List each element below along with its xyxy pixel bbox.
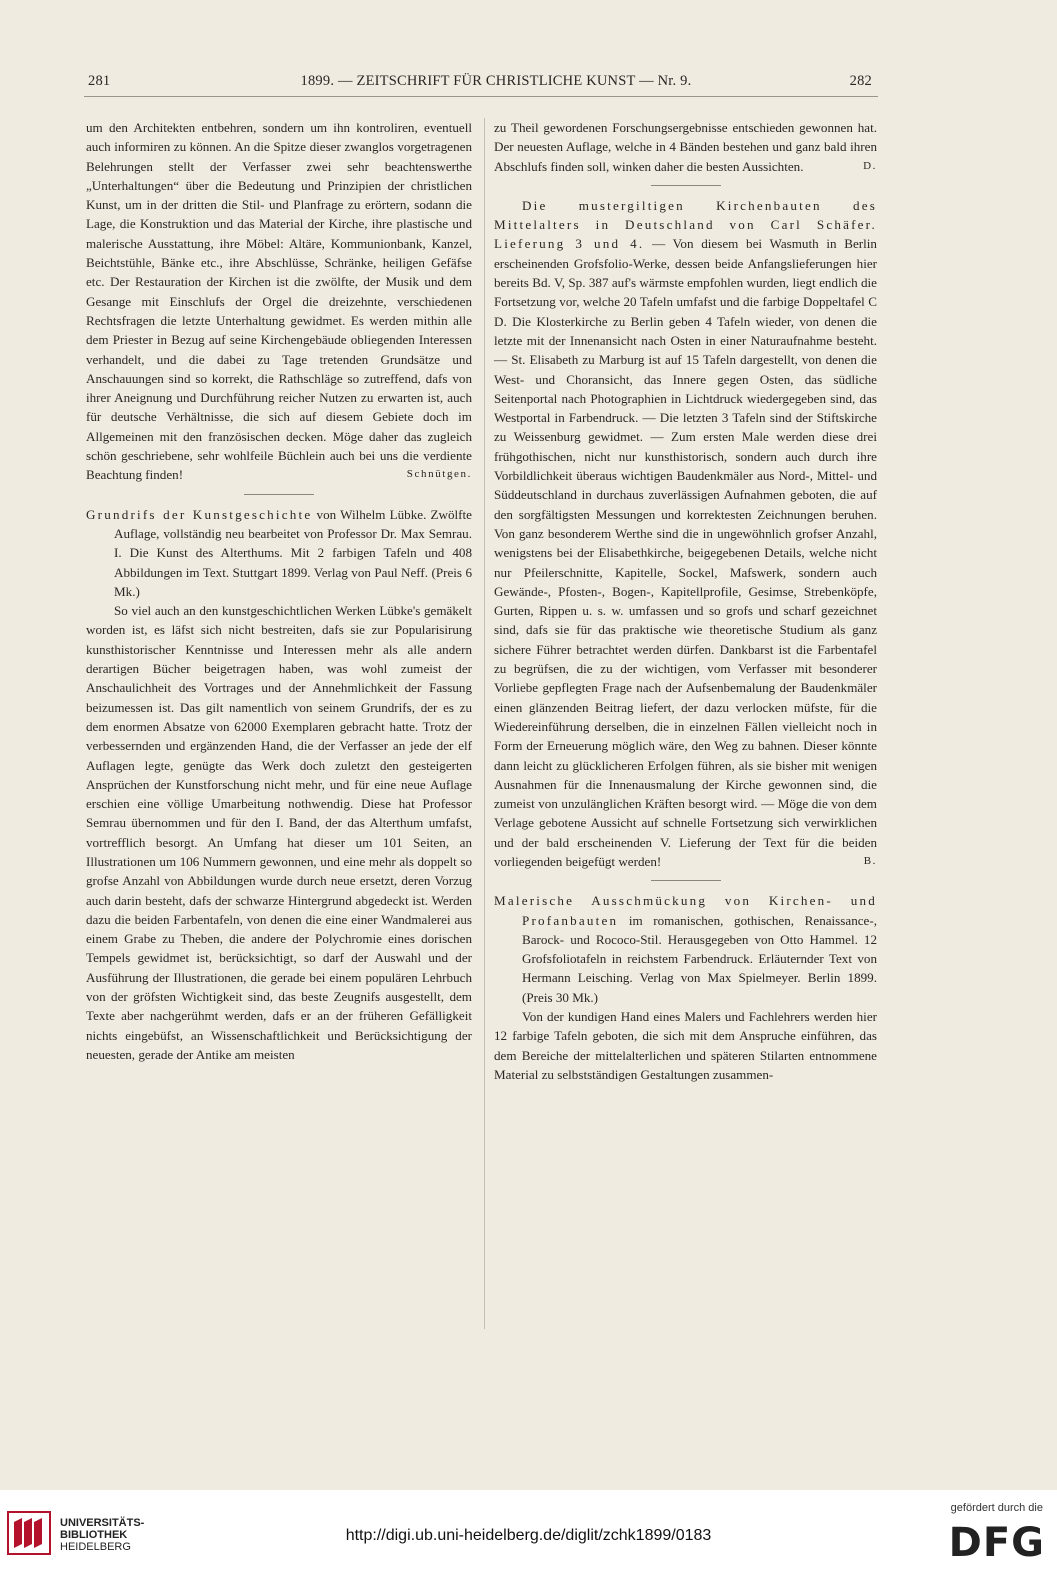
- book-citation: [86, 505, 472, 601]
- paragraph-text: zu Theil gewordenen Forschungsergebnisse entschieden gewonnen hat. Der neuesten Auflage, welche in 4 Bänden bestehen und ganz bald ihren Abschlufs finden soll, winken daher die besten Aussichten.: [494, 120, 877, 174]
- review-paragraph: [494, 118, 877, 176]
- digitization-footer: [0, 1490, 1057, 1572]
- page-number-left: 281: [88, 73, 111, 89]
- column-divider: [484, 118, 485, 1329]
- review-paragraph: So viel auch an den kunstgeschichtlichen Werken Lübke's gemäkelt worden ist, es läfst sich nicht bestreiten, dafs sie zur Popularisirung kunsthistorischer Kenntnisse und Interessen mehr als alle andern derartigen Bücher beigetragen haben, was wohl zumeist der Anschaulichheit des Vortrages und der Annehmlichkeit der Fassung beizumessen ist. Das gilt namentlich von seinem Grundrifs, der es zu dem enormen Absatze von 62000 Exemplaren gebracht hatte. Trotz der verbessernden und ergänzenden Hand, die der Verfasser an jede der elf Auflagen legte, genügte das Werk doch zuletzt den gesteigerten Ansprüchen der Kunstforschung nicht mehr, und für eine neue Auflage erschien eine völlige Umarbeitung nothwendig. Diese hat Professor Semrau übernommen und für den I. Band, der das Alterthum umfafst, vortrefflich besorgt. An Umfang hat dieser um 101 Seiten, an Illustrationen um 106 Nummern gewonnen, und eine mehr als doppelt so grofse Anzahl von Abbildungen wurde durch neue ersetzt, deren Vorzug auch darin besteht, dafs der schwarze Hintergrund abgedeckt ist. Werden dazu die beiden Farbentafeln, von denen die eine einer Wandmalerei aus einem Grabe zu Theben, die andere der Polychromie eines dorischen Tempels gewidmet ist, berücksichtigt, so darf der Auswahl und der Ausführung der Illustrationen, die gerade bei einem populären Lehrbuch von der gröfsten Wichtigkeit sind, das beste Zeugnifs ausgestellt, dem Texte aber nachgerühmt werden, dafs er an der früheren Gefälligkeit nichts eingebüfst, an Wissenschaftlichkeit und Berücksichtigung der neuesten, gerade der Antike am meisten: [86, 603, 472, 1062]
- left-column: [86, 118, 472, 1064]
- page-number-right: 282: [849, 73, 872, 89]
- book-title: Die mustergiltigen Kirchenbauten des Mittelalters in Deutschland von Carl Schäfer. Lieferung 3 und 4.: [494, 197, 877, 252]
- section-separator: [651, 185, 721, 186]
- author-signature: D.: [863, 159, 877, 172]
- running-header: [84, 71, 876, 93]
- author-signature: B.: [863, 854, 877, 867]
- journal-title: 1899. — ZEITSCHRIFT FÜR CHRISTLICHE KUNST — Nr. 9.: [300, 73, 692, 89]
- book-details: im romanischen, gothischen, Renaissance-, Barock- und Rococo-Stil. Herausgegeben von Otto Hammel. 12 Grofsfoliotafeln in reichstem Farbendruck. Erläuternder Text von Hermann Leisching. Verlag von Max Spielmeyer. Berlin 1899. (Preis 30 Mk.): [522, 912, 877, 1005]
- review-paragraph: [494, 196, 877, 871]
- review-paragraph: Von der kundigen Hand eines Malers und Fachlehrers werden hier 12 farbige Tafeln geboten, die sich mit dem Anspruche einführen, das dem Bereiche der mittelalterlichen und späteren Stilarten entnommene Material zu selbstständigen Gestaltungen zusammen-: [494, 1009, 877, 1082]
- section-separator: [651, 880, 721, 881]
- permalink-url[interactable]: http://digi.ub.uni-heidelberg.de/diglit/zchk1899/0183: [345, 1527, 712, 1544]
- library-name: UNIVERSITÄTS- BIBLIOTHEK HEIDELBERG: [60, 1517, 145, 1553]
- book-details: von Wilhelm Lübke. Zwölfte Auflage, vollständig neu bearbeitet von Professor Dr. Max Semrau. I. Die Kunst des Alterthums. Mit 2 farbigen Tafeln und 408 Abbildungen im Text. Stuttgart 1899. Verlag von Paul Neff. (Preis 6 Mk.): [114, 506, 472, 599]
- header-rule: [84, 96, 878, 97]
- review-paragraph: [86, 118, 472, 485]
- book-citation: [494, 891, 877, 1007]
- section-separator: [244, 494, 314, 495]
- paragraph-text: um den Architekten entbehren, sondern um ihn kontroliren, eventuell auch informiren zu können. An die Spitze dieser zwanglos vorgetragenen Belehrungen stellt der Verfasser zwei sehr beachtenswerthe „Unterhaltungen“ über die Bedeutung und Prinzipien der christlichen Kunst, um in der dritten die Stil- und Planfrage zu erörtern, sodann die Lage, die Konstruktion und das Material der Kirche, ihre plastische und malerische Ausstattung, ihre Möbel: Altäre, Kommunionbank, Kanzel, Beichtstühle, Bänke etc., ihre Abschlüsse, Schränke, heiligen Gefäfse etc. Der Restauration der Kirchen ist die zwölfte, der Musik und dem Gesange mit Einschlufs der Orgel die dreizehnte, verschiedenen Rechtsfragen die letzte Unterhaltung gewidmet. Es werden mithin alle dem Priester in Bezug auf seine Kirchengebäude obliegenden Interessen verhandelt, und die dabei zu Tage tretenden Grundsätze und Anschauungen sind so korrekt, die Rathschläge so zutreffend, dafs von ihrer Aneignung und Durchführung reicher Nutzen zu erwarten ist, auch für deutsche Verhältnisse, die sich auf diesem Gebiete doch im Allgemeinen mit den französischen decken. Möge daher das zugleich schön geschriebene, sehr wohlfeile Büchlein auch bei uns die verdiente Beachtung finden!: [86, 120, 472, 483]
- right-column: [494, 118, 877, 1084]
- funding-caption: gefördert durch die: [950, 1502, 1043, 1514]
- author-signature: Schnütgen.: [406, 468, 472, 481]
- paragraph-text: — Von diesem bei Wasmuth in Berlin erscheinenden Grofsfolio-Werke, dessen beide Anfangslieferungen hier bereits Bd. V, Sp. 387 auf's wärmste empfohlen wurden, liegt endlich die Fortsetzung vor, welche 20 Tafeln umfafst und die farbige Doppeltafel C D. Die Klosterkirche zu Berlin geben 4 Tafeln wieder, von denen die letzte mit der Innenansicht nach Osten in einer Naturaufnahme besteht. — St. Elisabeth zu Marburg ist auf 15 Tafeln dargestellt, von denen die West- und Choransicht, das Innere gegen Osten, das südliche Seitenportal nach Photographien in Lichtdruck wiedergegeben sind, das Westportal in Farbendruck. — Die letzten 3 Tafeln sind der Stiftskirche zu Weissenburg gewidmet. — Zum ersten Male werden diese drei frühgothischen, nicht nur kunsthistorisch, sondern auch durch ihre Vorbildlichkeit überaus wichtigen Baudenkmäler aus Nord-, Mittel- und Süddeutschland in durchaus zuverlässigen Aufnahmen geboten, die auf den sorgfältigsten Messungen und korrektesten Zeichnungen beruhen. Von ganz besonderem Werthe sind die in ungewöhnlich grofser Anzahl, wenigstens bei der Elisabethkirche, beigegebenen Details, welche nicht nur Pfeilerschnitte, Kapitelle, Sockel, Mafswerk, sondern auch Gewände-, Pfosten-, Bogen-, Kapitellprofile, Gesimse, Strebenköpfe, Gurten, Rippen u. s. w. umfassen und so grofs und scharf gezeichnet sind, dafs sie für das praktische wie theoretische Studium als ganz sichere Führer betrachtet werden dürfen. Dankbarst ist die Farbentafel zu begrüfsen, die zu der wichtigen, vom Verfasser mit besonderer Vorliebe gepflegten Frage nach der Aufsenbemalung der Baudenkmäler einen glänzenden Beitrag liefert, der dazu verlocken müfste, für die Wiedereinführung derselben, die in einzelnen Fällen vielleicht noch in Form der Erneuerung möglich wäre, den Weg zu bahnen. Dieser könnte dann leicht zu glücklicheren Erfolgen führen, als sie bisher mit wenigen Ausnahmen für die Innenausmalung der Kirche gewonnen sind, die zumeist von unzulänglichen Kräften besorgt wird. — Möge die von dem Verlage gebotene Aussicht auf schnelle Fortsetzung sich verwirklichen und der bald erscheinenden V. Lieferung der Text für die beiden vorliegenden beigefügt werden!: [494, 236, 877, 869]
- book-title: Grundrifs der Kunstgeschichte: [86, 506, 313, 522]
- book-title: Malerische Ausschmückung von Kirchen- und Profanbauten: [494, 893, 877, 928]
- dfg-logo: DFG: [948, 1520, 1045, 1566]
